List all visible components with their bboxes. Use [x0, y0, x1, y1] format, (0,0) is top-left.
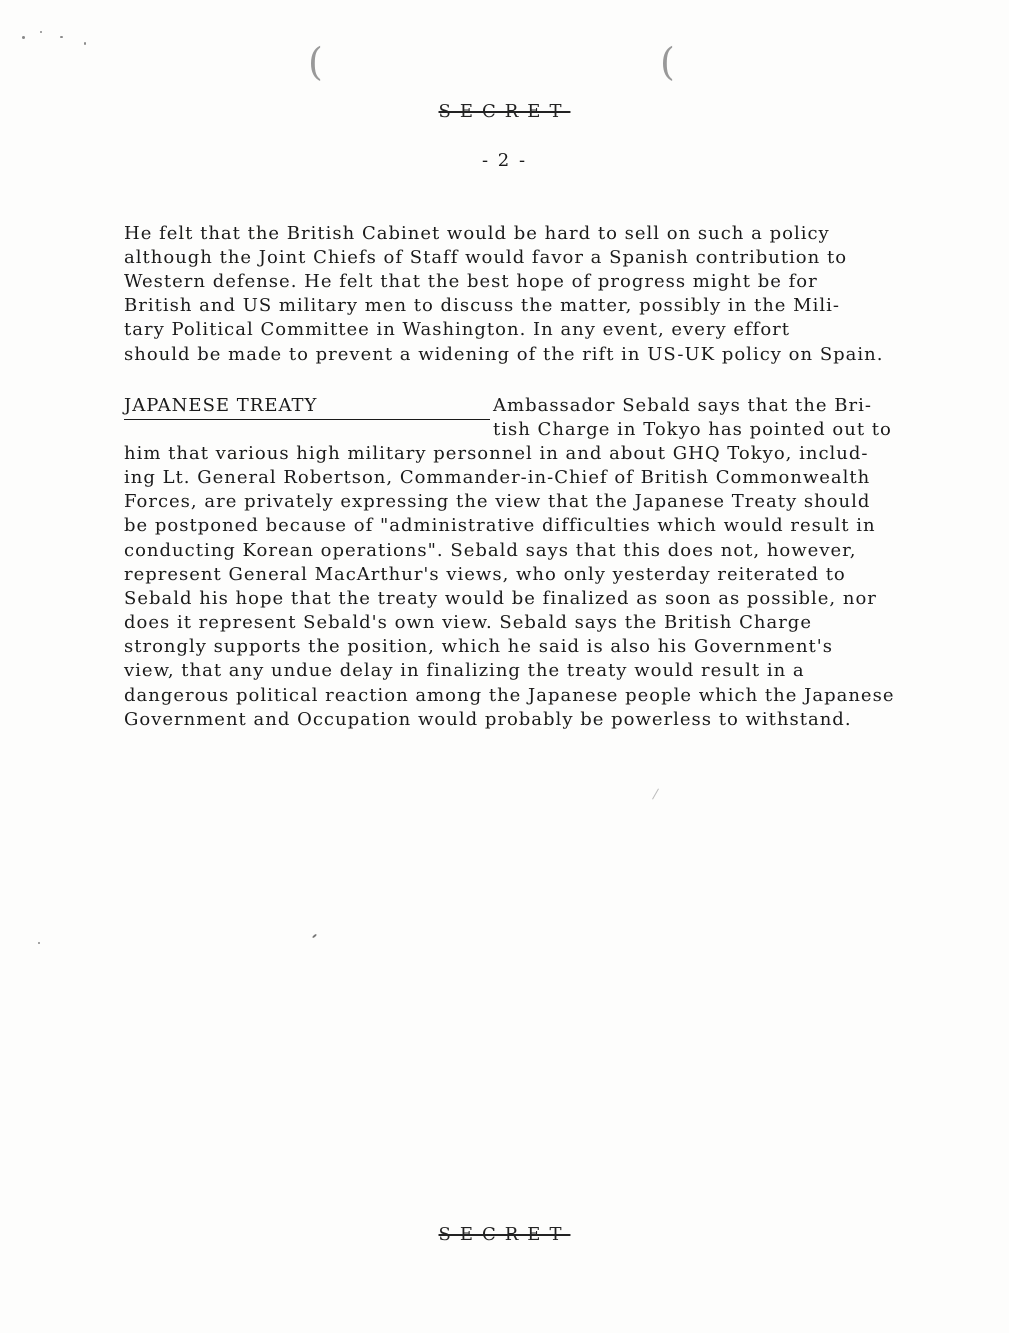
- text-line: conducting Korean operations". Sebald says that this does not, however,: [124, 540, 857, 561]
- text-line: although the Joint Chiefs of Staff would favor a Spanish contribution to: [124, 247, 848, 268]
- paper-speck: [38, 942, 40, 944]
- text-line: should be made to prevent a widening of the rift in US-UK policy on Spain.: [124, 344, 884, 365]
- heading-rule: [350, 419, 490, 420]
- classification-label: SECRET: [438, 1224, 571, 1245]
- paper-speck: [652, 789, 659, 800]
- text-line: tish Charge in Tokyo has pointed out to: [493, 419, 892, 440]
- text-line: dangerous political reaction among the Japanese people which the Japanese: [124, 685, 895, 706]
- paper-mark: (: [660, 40, 675, 84]
- text-line: Forces, are privately expressing the view that the Japanese Treaty should: [124, 491, 871, 512]
- classification-label: SECRET: [438, 101, 571, 122]
- paper-speck: [312, 934, 317, 939]
- text-line: Government and Occupation would probably be powerless to withstand.: [124, 709, 852, 730]
- page-number: - 2 -: [481, 150, 528, 171]
- text-line: Sebald his hope that the treaty would be finalized as soon as possible, nor: [124, 588, 877, 609]
- text-line: Ambassador Sebald says that the Bri-: [493, 395, 872, 416]
- classification-header: [0, 101, 1009, 122]
- text-line: him that various high military personnel in and about GHQ Tokyo, includ-: [124, 443, 869, 464]
- text-line: represent General MacArthur's views, who only yesterday reiterated to: [124, 564, 846, 585]
- paper-speck: [22, 36, 25, 39]
- paper-speck: [60, 36, 63, 38]
- section-heading: JAPANESE TREATY: [124, 394, 350, 420]
- text-line: Western defense. He felt that the best hope of progress might be for: [124, 271, 818, 292]
- text-line: be postponed because of "administrative difficulties which would result in: [124, 515, 876, 536]
- paper-speck: [84, 42, 86, 45]
- classification-footer: [0, 1224, 1009, 1245]
- text-line: strongly supports the position, which he said is also his Government's: [124, 636, 833, 657]
- paper-speck: [40, 31, 42, 33]
- paper-mark: (: [308, 40, 323, 84]
- text-line: He felt that the British Cabinet would be hard to sell on such a policy: [124, 223, 830, 244]
- text-line: view, that any undue delay in finalizing the treaty would result in a: [124, 660, 805, 681]
- text-line: does it represent Sebald's own view. Sebald says the British Charge: [124, 612, 812, 633]
- text-line: ing Lt. General Robertson, Commander-in-Chief of British Commonwealth: [124, 467, 871, 488]
- text-line: tary Political Committee in Washington. In any event, every effort: [124, 319, 791, 340]
- text-line: British and US military men to discuss the matter, possibly in the Mili-: [124, 295, 840, 316]
